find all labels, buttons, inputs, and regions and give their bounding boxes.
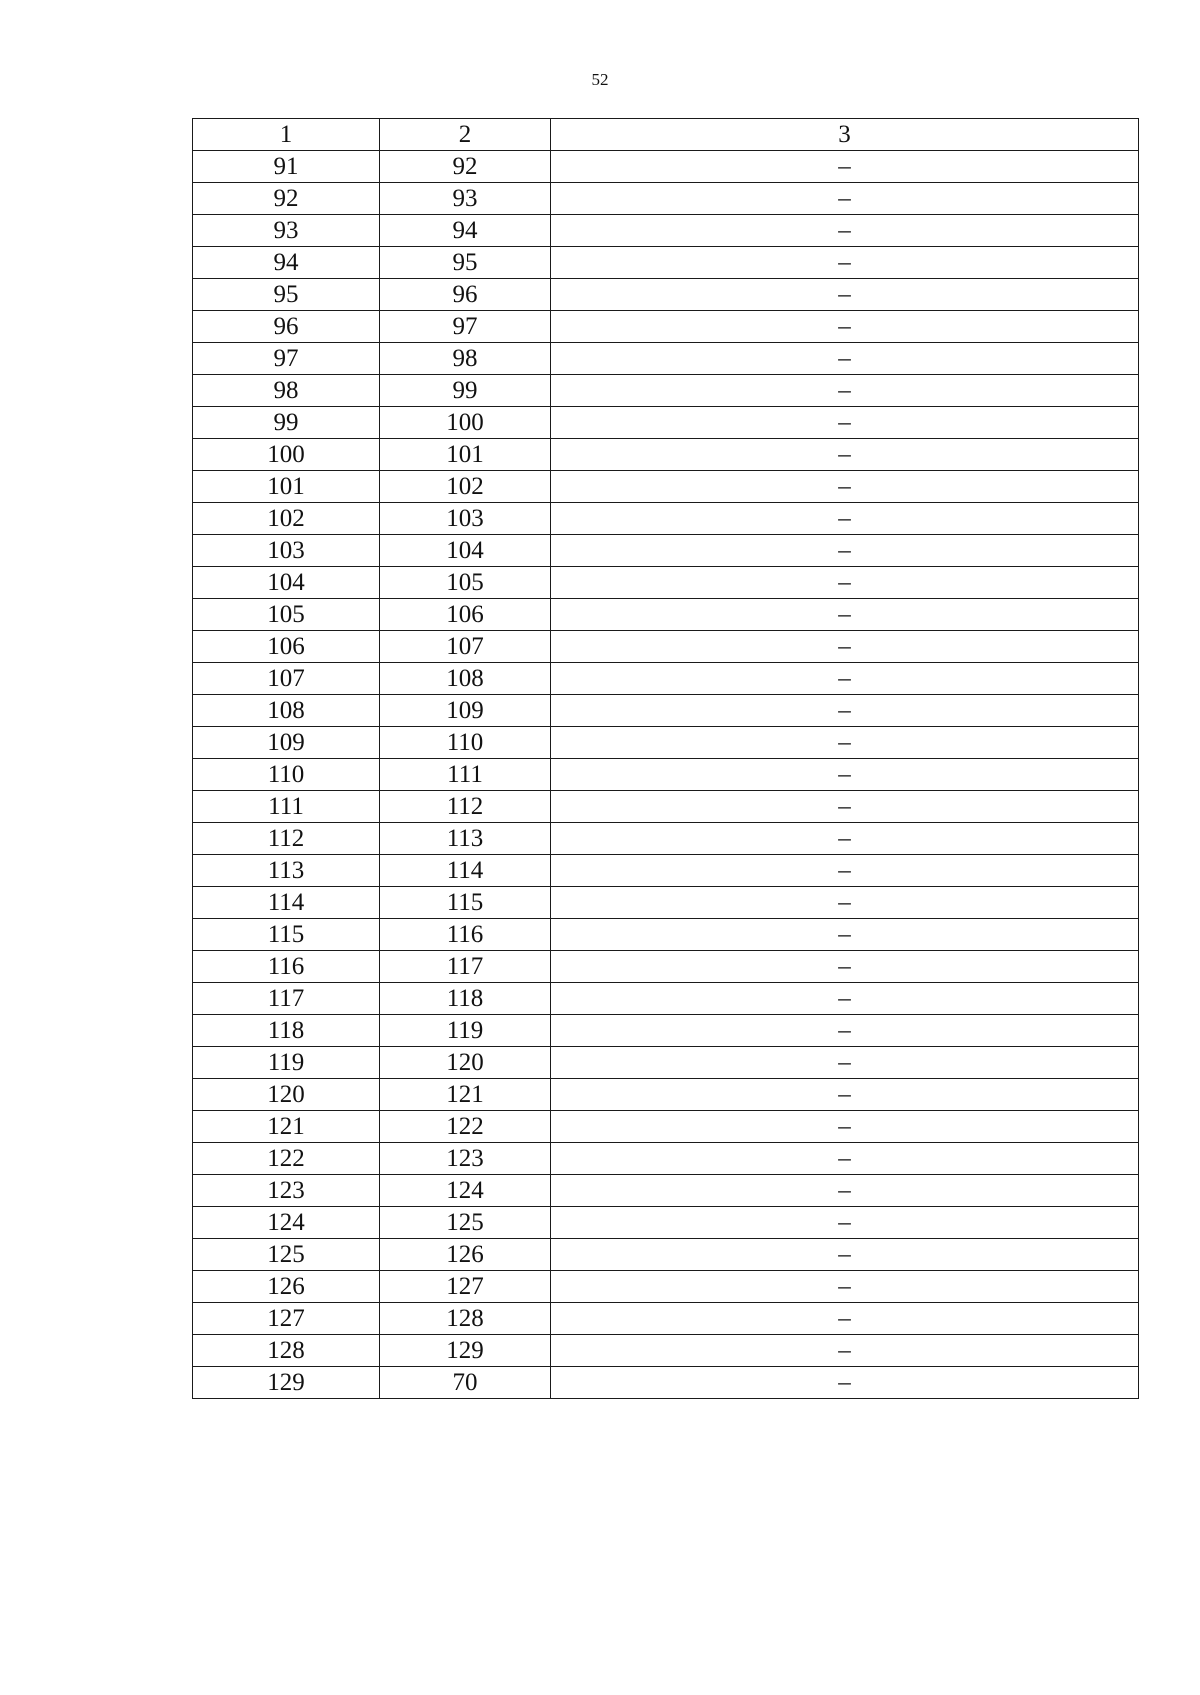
table-cell-col-1: 126	[193, 1271, 380, 1303]
table-cell-col-3: –	[551, 1015, 1139, 1047]
table-row	[193, 407, 1139, 439]
table-cell-col-1: 97	[193, 343, 380, 375]
table-cell-col-2: 112	[380, 791, 551, 823]
table-cell-col-2: 114	[380, 855, 551, 887]
table-row	[193, 1239, 1139, 1271]
table-cell-col-2: 70	[380, 1367, 551, 1399]
table-row	[193, 1207, 1139, 1239]
table-cell-col-1: 107	[193, 663, 380, 695]
table-cell-col-2: 124	[380, 1175, 551, 1207]
table-cell-col-3: –	[551, 695, 1139, 727]
table-cell-col-2: 93	[380, 183, 551, 215]
table-cell-col-1: 129	[193, 1367, 380, 1399]
table-cell-col-1: 100	[193, 439, 380, 471]
table-cell-col-1: 124	[193, 1207, 380, 1239]
table-cell-col-2: 125	[380, 1207, 551, 1239]
table-cell-col-1: 127	[193, 1303, 380, 1335]
table-cell-col-2: 108	[380, 663, 551, 695]
table-row	[193, 215, 1139, 247]
table-cell-col-3: –	[551, 951, 1139, 983]
table-cell-col-1: 121	[193, 1111, 380, 1143]
table-cell-col-3: –	[551, 919, 1139, 951]
table-row	[193, 919, 1139, 951]
table-cell-col-2: 97	[380, 311, 551, 343]
table-cell-col-1: 113	[193, 855, 380, 887]
table-cell-col-2: 120	[380, 1047, 551, 1079]
table-cell-col-1: 116	[193, 951, 380, 983]
data-table	[192, 118, 1139, 1399]
table-cell-col-3: –	[551, 1143, 1139, 1175]
table-cell-col-1: 110	[193, 759, 380, 791]
table-cell-col-1: 109	[193, 727, 380, 759]
table-row	[193, 1015, 1139, 1047]
table-cell-col-2: 94	[380, 215, 551, 247]
table-row	[193, 1111, 1139, 1143]
table-cell-col-1: 115	[193, 919, 380, 951]
table-cell-col-3: –	[551, 535, 1139, 567]
table-cell-col-3: –	[551, 631, 1139, 663]
table-row	[193, 727, 1139, 759]
table-row	[193, 503, 1139, 535]
table-row	[193, 1303, 1139, 1335]
table-cell-col-3: –	[551, 471, 1139, 503]
table-cell-col-3: –	[551, 439, 1139, 471]
table-cell-col-3: –	[551, 1367, 1139, 1399]
table-cell-col-3: –	[551, 791, 1139, 823]
table-row	[193, 1175, 1139, 1207]
table-cell-col-1: 94	[193, 247, 380, 279]
header-cell-col-3: 3	[551, 119, 1139, 151]
table-cell-col-2: 100	[380, 407, 551, 439]
table-body	[193, 119, 1139, 1399]
table-cell-col-2: 98	[380, 343, 551, 375]
table-cell-col-2: 116	[380, 919, 551, 951]
table-cell-col-1: 98	[193, 375, 380, 407]
table-cell-col-2: 119	[380, 1015, 551, 1047]
table-cell-col-1: 125	[193, 1239, 380, 1271]
table-cell-col-2: 113	[380, 823, 551, 855]
table-row	[193, 1079, 1139, 1111]
table-cell-col-3: –	[551, 1239, 1139, 1271]
table-row	[193, 759, 1139, 791]
table-cell-col-1: 123	[193, 1175, 380, 1207]
table-cell-col-3: –	[551, 567, 1139, 599]
table-row	[193, 855, 1139, 887]
table-cell-col-1: 112	[193, 823, 380, 855]
table-row	[193, 599, 1139, 631]
table-cell-col-3: –	[551, 1303, 1139, 1335]
table-cell-col-3: –	[551, 279, 1139, 311]
table-cell-col-3: –	[551, 215, 1139, 247]
table-cell-col-2: 95	[380, 247, 551, 279]
table-row	[193, 183, 1139, 215]
table-cell-col-3: –	[551, 855, 1139, 887]
table-cell-col-2: 128	[380, 1303, 551, 1335]
table-cell-col-3: –	[551, 727, 1139, 759]
table-cell-col-2: 126	[380, 1239, 551, 1271]
table-cell-col-2: 118	[380, 983, 551, 1015]
table-cell-col-2: 123	[380, 1143, 551, 1175]
table-cell-col-2: 99	[380, 375, 551, 407]
table-row	[193, 279, 1139, 311]
table-cell-col-2: 107	[380, 631, 551, 663]
table-row	[193, 951, 1139, 983]
table-cell-col-2: 102	[380, 471, 551, 503]
table-cell-col-3: –	[551, 151, 1139, 183]
table-row	[193, 1271, 1139, 1303]
table-cell-col-2: 104	[380, 535, 551, 567]
table-cell-col-1: 102	[193, 503, 380, 535]
table-row	[193, 887, 1139, 919]
table-row	[193, 1367, 1139, 1399]
table-row	[193, 695, 1139, 727]
table-row	[193, 247, 1139, 279]
table-row	[193, 983, 1139, 1015]
table-cell-col-1: 105	[193, 599, 380, 631]
table-header-row	[193, 119, 1139, 151]
table-row	[193, 1047, 1139, 1079]
table-cell-col-3: –	[551, 983, 1139, 1015]
table-row	[193, 567, 1139, 599]
table-cell-col-3: –	[551, 1079, 1139, 1111]
table-cell-col-2: 111	[380, 759, 551, 791]
table-cell-col-1: 101	[193, 471, 380, 503]
table-cell-col-1: 99	[193, 407, 380, 439]
table-cell-col-3: –	[551, 887, 1139, 919]
table-cell-col-1: 120	[193, 1079, 380, 1111]
table-cell-col-3: –	[551, 375, 1139, 407]
table-cell-col-2: 109	[380, 695, 551, 727]
table-row	[193, 311, 1139, 343]
table-cell-col-3: –	[551, 503, 1139, 535]
table-cell-col-1: 91	[193, 151, 380, 183]
table-cell-col-3: –	[551, 343, 1139, 375]
table-cell-col-2: 115	[380, 887, 551, 919]
table-cell-col-3: –	[551, 823, 1139, 855]
table-cell-col-1: 118	[193, 1015, 380, 1047]
table-cell-col-2: 117	[380, 951, 551, 983]
table-cell-col-1: 111	[193, 791, 380, 823]
table-cell-col-2: 105	[380, 567, 551, 599]
table-cell-col-1: 114	[193, 887, 380, 919]
table-cell-col-1: 106	[193, 631, 380, 663]
table-cell-col-1: 96	[193, 311, 380, 343]
table-cell-col-2: 96	[380, 279, 551, 311]
table-cell-col-1: 117	[193, 983, 380, 1015]
table-row	[193, 1143, 1139, 1175]
table-cell-col-1: 95	[193, 279, 380, 311]
table-cell-col-3: –	[551, 1335, 1139, 1367]
table-cell-col-3: –	[551, 599, 1139, 631]
table-cell-col-1: 108	[193, 695, 380, 727]
table-row	[193, 823, 1139, 855]
table-cell-col-3: –	[551, 247, 1139, 279]
table-cell-col-2: 106	[380, 599, 551, 631]
table-cell-col-3: –	[551, 1175, 1139, 1207]
table-cell-col-3: –	[551, 311, 1139, 343]
table-row	[193, 663, 1139, 695]
header-cell-col-1: 1	[193, 119, 380, 151]
table-cell-col-2: 110	[380, 727, 551, 759]
table-cell-col-3: –	[551, 183, 1139, 215]
table-cell-col-3: –	[551, 1271, 1139, 1303]
header-cell-col-2: 2	[380, 119, 551, 151]
table-cell-col-2: 127	[380, 1271, 551, 1303]
table-row	[193, 439, 1139, 471]
table-cell-col-3: –	[551, 1207, 1139, 1239]
table-cell-col-1: 104	[193, 567, 380, 599]
table-cell-col-3: –	[551, 759, 1139, 791]
table-cell-col-1: 122	[193, 1143, 380, 1175]
table-row	[193, 471, 1139, 503]
table-row	[193, 791, 1139, 823]
table-cell-col-3: –	[551, 407, 1139, 439]
table-cell-col-2: 129	[380, 1335, 551, 1367]
table-cell-col-1: 93	[193, 215, 380, 247]
table-row	[193, 151, 1139, 183]
table-row	[193, 343, 1139, 375]
page-number: 52	[591, 70, 609, 89]
table-cell-col-2: 103	[380, 503, 551, 535]
table-row	[193, 631, 1139, 663]
table-cell-col-3: –	[551, 1111, 1139, 1143]
table-row	[193, 1335, 1139, 1367]
table-row	[193, 535, 1139, 567]
table-cell-col-3: –	[551, 1047, 1139, 1079]
table-cell-col-2: 122	[380, 1111, 551, 1143]
table-cell-col-2: 92	[380, 151, 551, 183]
table-cell-col-1: 119	[193, 1047, 380, 1079]
table-cell-col-1: 128	[193, 1335, 380, 1367]
table-cell-col-1: 103	[193, 535, 380, 567]
table-row	[193, 375, 1139, 407]
table-cell-col-3: –	[551, 663, 1139, 695]
table-cell-col-1: 92	[193, 183, 380, 215]
table-cell-col-2: 101	[380, 439, 551, 471]
table-cell-col-2: 121	[380, 1079, 551, 1111]
